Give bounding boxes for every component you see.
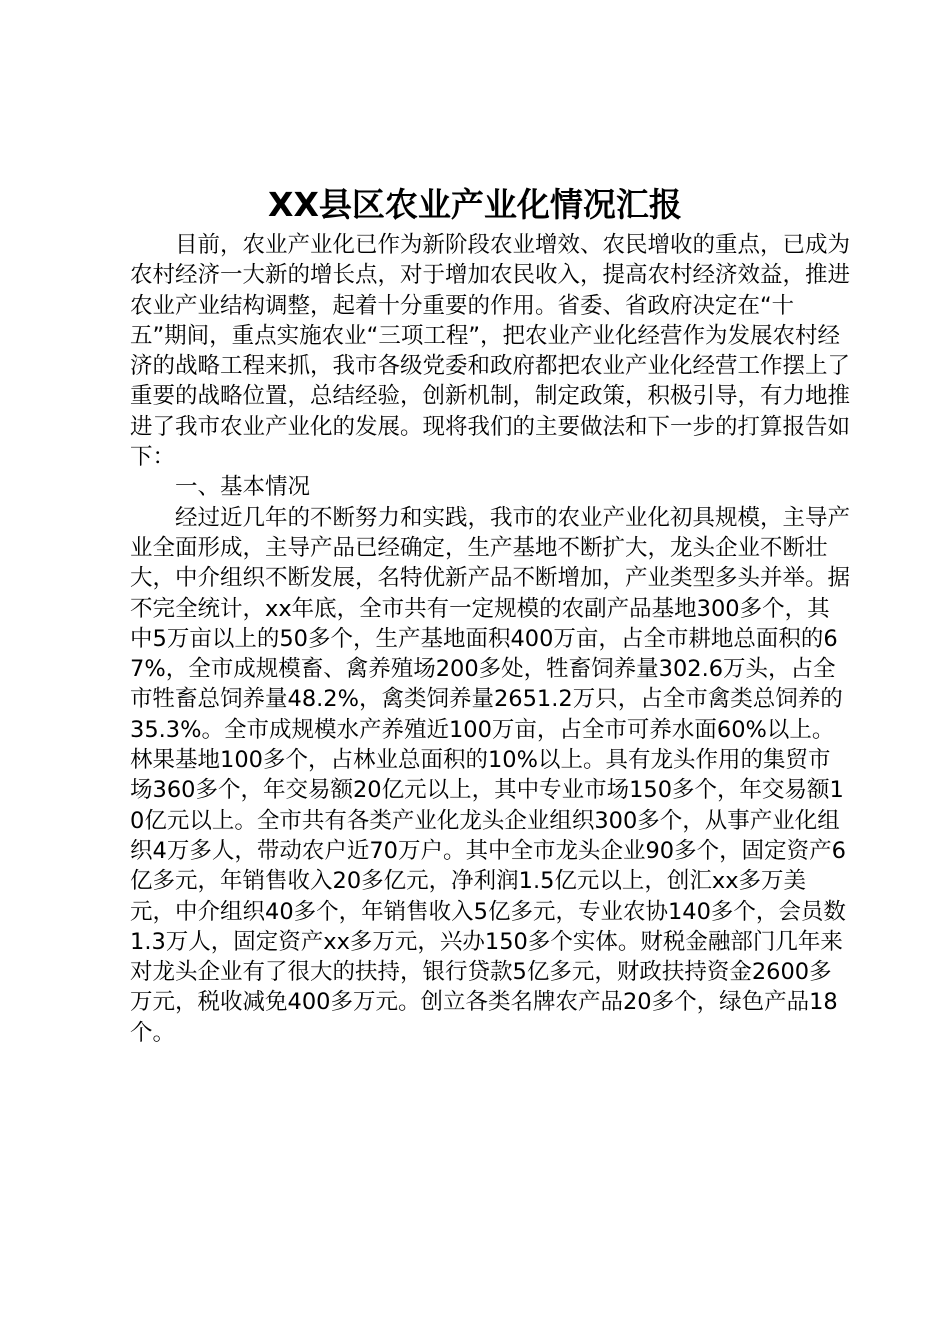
document-body [130, 230, 850, 1048]
document-title: XX县区农业产业化情况汇报 [268, 185, 682, 224]
paragraph-basic-situation: 经过近几年的不断努力和实践，我市的农业产业化初具规模，主导产业全面形成，主导产品已经确定，生产基地不断扩大，龙头企业不断壮大，中介组织不断发展，名特优新产品不断增加，产业类型多头并举。据不完全统计，xx年底，全市共有一定规模的农副产品基地300多个，其中5万亩以上的50多个，生产基地面积400万亩，占全市耕地总面积的67%，全市成规模畜、禽养殖场200多处，牲畜饲养量302.6万头，占全市牲畜总饲养量48.2%，禽类饲养量2651.2万只，占全市禽类总饲养的35.3%。全市成规模水产养殖近100万亩，占全市可养水面60%以上。林果基地100多个，占林业总面积的10%以上。具有龙头作用的集贸市场360多个，年交易额20亿元以上，其中专业市场150多个，年交易额10亿元以上。全市共有各类产业化龙头企业组织300多个，从事产业化组织4万多人，带动农户近70万户。其中全市龙头企业90多个，固定资产6亿多元，年销售收入20多亿元，净利润1.5亿元以上，创汇xx多万美元，中介组织40多个，年销售收入5亿多元，专业农协140多个，会员数1.3万人，固定资产xx多万元，兴办150多个实体。财税金融部门几年来对龙头企业有了很大的扶持，银行贷款5亿多元，财政扶持资金2600多万元，税收减免400多万元。创立各类名牌农产品20多个，绿色产品18个。 [130, 504, 851, 1046]
section-heading-basic-situation: 一、基本情况 [175, 474, 311, 501]
paragraph-intro: 目前，农业产业化已作为新阶段农业增效、农民增收的重点，已成为农村经济一大新的增长点，对于增加农民收入，提高农村经济效益，推进农业产业结构调整，起着十分重要的作用。省委、省政府决定在“十五”期间，重点实施农业“三项工程”，把农业产业化经营作为发展农村经济的战略工程来抓，我市各级党委和政府都把农业产业化经营工作摆上了重要的战略位置，总结经验，创新机制，制定政策，积极引导，有力地推进了我市农业产业化的发展。现将我们的主要做法和下一步的打算报告如下： [130, 232, 851, 471]
